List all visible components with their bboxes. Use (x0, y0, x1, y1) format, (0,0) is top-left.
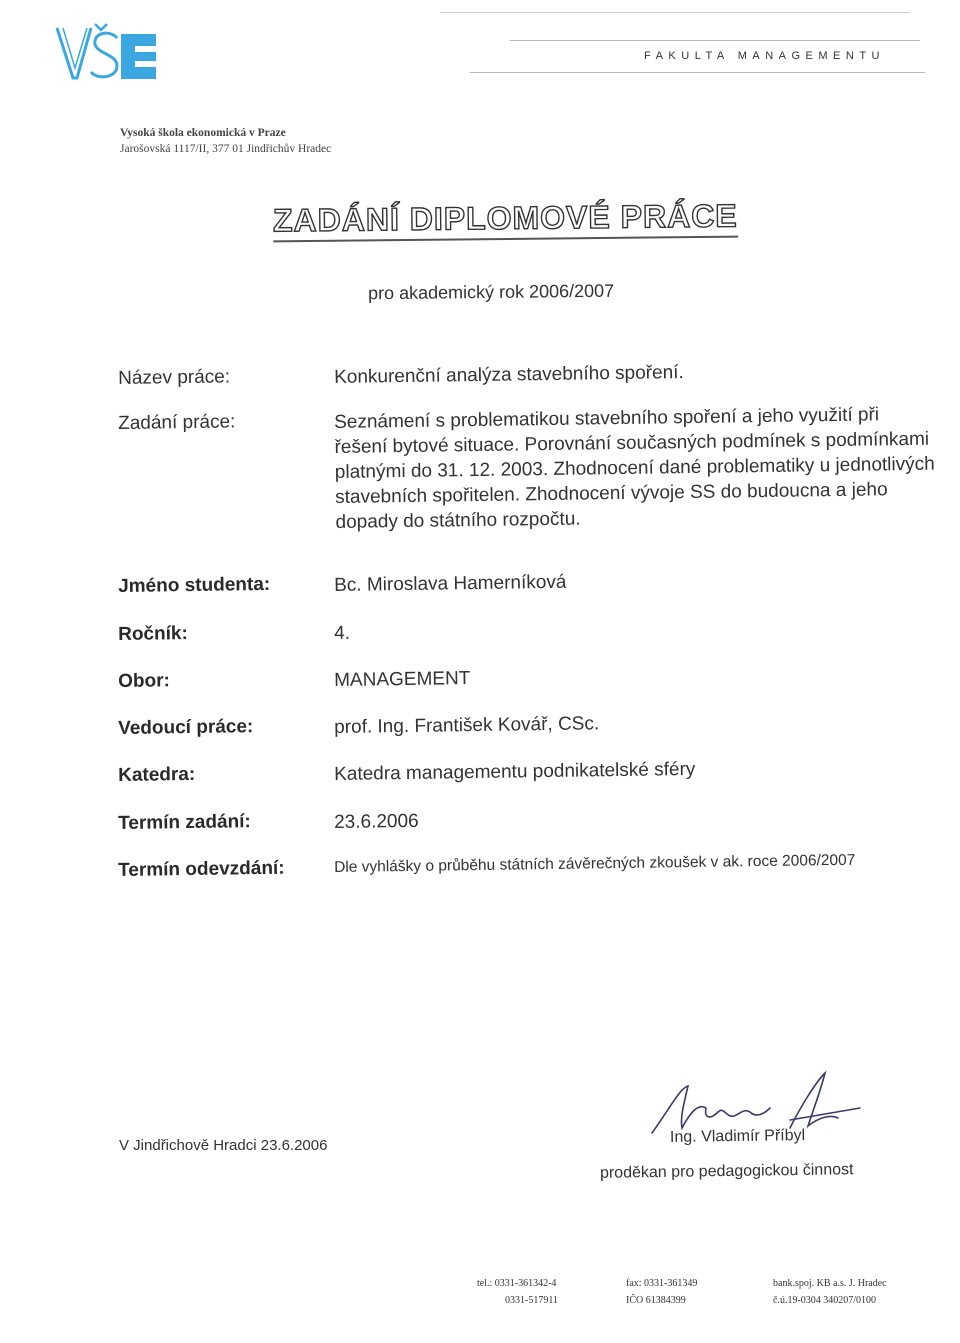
vedouci-label: Vedoucí práce: (118, 716, 254, 739)
field-obor (118, 660, 930, 692)
footer-bank-2: č.ú.19-0304 340207/0100 (773, 1295, 877, 1306)
footer-tel-1: tel.: 0331-361342-4 (477, 1278, 557, 1289)
field-termin-odevzdani (118, 849, 930, 881)
termin-zadani-label: Termín zadání: (118, 811, 251, 834)
footer-fax (626, 1275, 697, 1309)
student-value: Bc. Miroslava Hamerníková (334, 571, 567, 596)
nazev-label: Název práce: (118, 366, 231, 389)
footer-bank (773, 1275, 887, 1309)
field-katedra (118, 754, 930, 786)
school-name: Vysoká škola ekonomická v Praze (120, 127, 286, 139)
faculty-name: FAKULTA MANAGEMENTU (643, 50, 885, 62)
vse-logo (55, 20, 160, 84)
place-date: V Jindřichově Hradci 23.6.2006 (119, 1137, 328, 1154)
academic-year: pro akademický rok 2006/2007 (367, 280, 615, 304)
footer-ico: IČO 61384399 (626, 1295, 686, 1306)
katedra-value: Katedra managementu podnikatelské sféry (334, 758, 696, 785)
field-student (118, 565, 930, 597)
header-rule-2 (470, 72, 925, 73)
katedra-label: Katedra: (118, 763, 196, 786)
zadani-label: Zadání práce: (118, 411, 236, 434)
field-zadani (118, 402, 935, 533)
rocnik-label: Ročník: (118, 623, 188, 645)
school-address: Jarošovská 1117/II, 377 01 Jindřichův Hradec (120, 143, 332, 155)
obor-label: Obor: (118, 670, 171, 692)
footer-tel-2: 0331-517911 (505, 1295, 558, 1306)
document-title: ZADÁNÍ DIPLOMOVÉ PRÁCE (272, 198, 737, 243)
header-rule-1 (510, 40, 920, 41)
field-vedouci (118, 707, 930, 739)
nazev-value: Konkurenční analýza stavebního spoření. (334, 362, 684, 388)
termin-zadani-value: 23.6.2006 (334, 810, 419, 833)
field-rocnik (118, 613, 930, 645)
signer-role: proděkan pro pedagogickou činnost (599, 1161, 854, 1182)
field-nazev (118, 357, 930, 389)
header-rule-top (440, 12, 910, 13)
signer-name: Ing. Vladimír Příbyl (669, 1127, 806, 1146)
zadani-value: Seznámení s problematikou stavebního spoření a jeho využití při řešení bytové situace. Porovnání současných podmínek s podmínkami platnými do 31. 12. 2003. Zhodnocení dané problematiky u jednotlivých stavebních spořitelen. Zhodnocení vývoje SS do budoucna a jeho dopady do státního rozpočtu. (334, 404, 935, 533)
document-title-wrap (0, 197, 960, 240)
footer-bank-1: bank.spoj. KB a.s. J. Hradec (773, 1278, 887, 1289)
obor-value: MANAGEMENT (334, 668, 471, 691)
student-label: Jméno studenta: (118, 573, 271, 597)
vse-logo-mark (55, 20, 160, 84)
termin-odevzdani-value: Dle vyhlášky o průběhu státních závěrečných zkoušek v ak. roce 2006/2007 (334, 851, 856, 876)
field-termin-zadani (118, 802, 930, 834)
footer-phone (477, 1275, 558, 1309)
termin-odevzdani-label: Termín odevzdání: (118, 857, 285, 881)
footer-fax-line: fax: 0331-361349 (626, 1278, 698, 1289)
vedouci-value: prof. Ing. František Kovář, CSc. (334, 713, 600, 738)
rocnik-value: 4. (334, 622, 351, 644)
school-info (120, 125, 331, 157)
